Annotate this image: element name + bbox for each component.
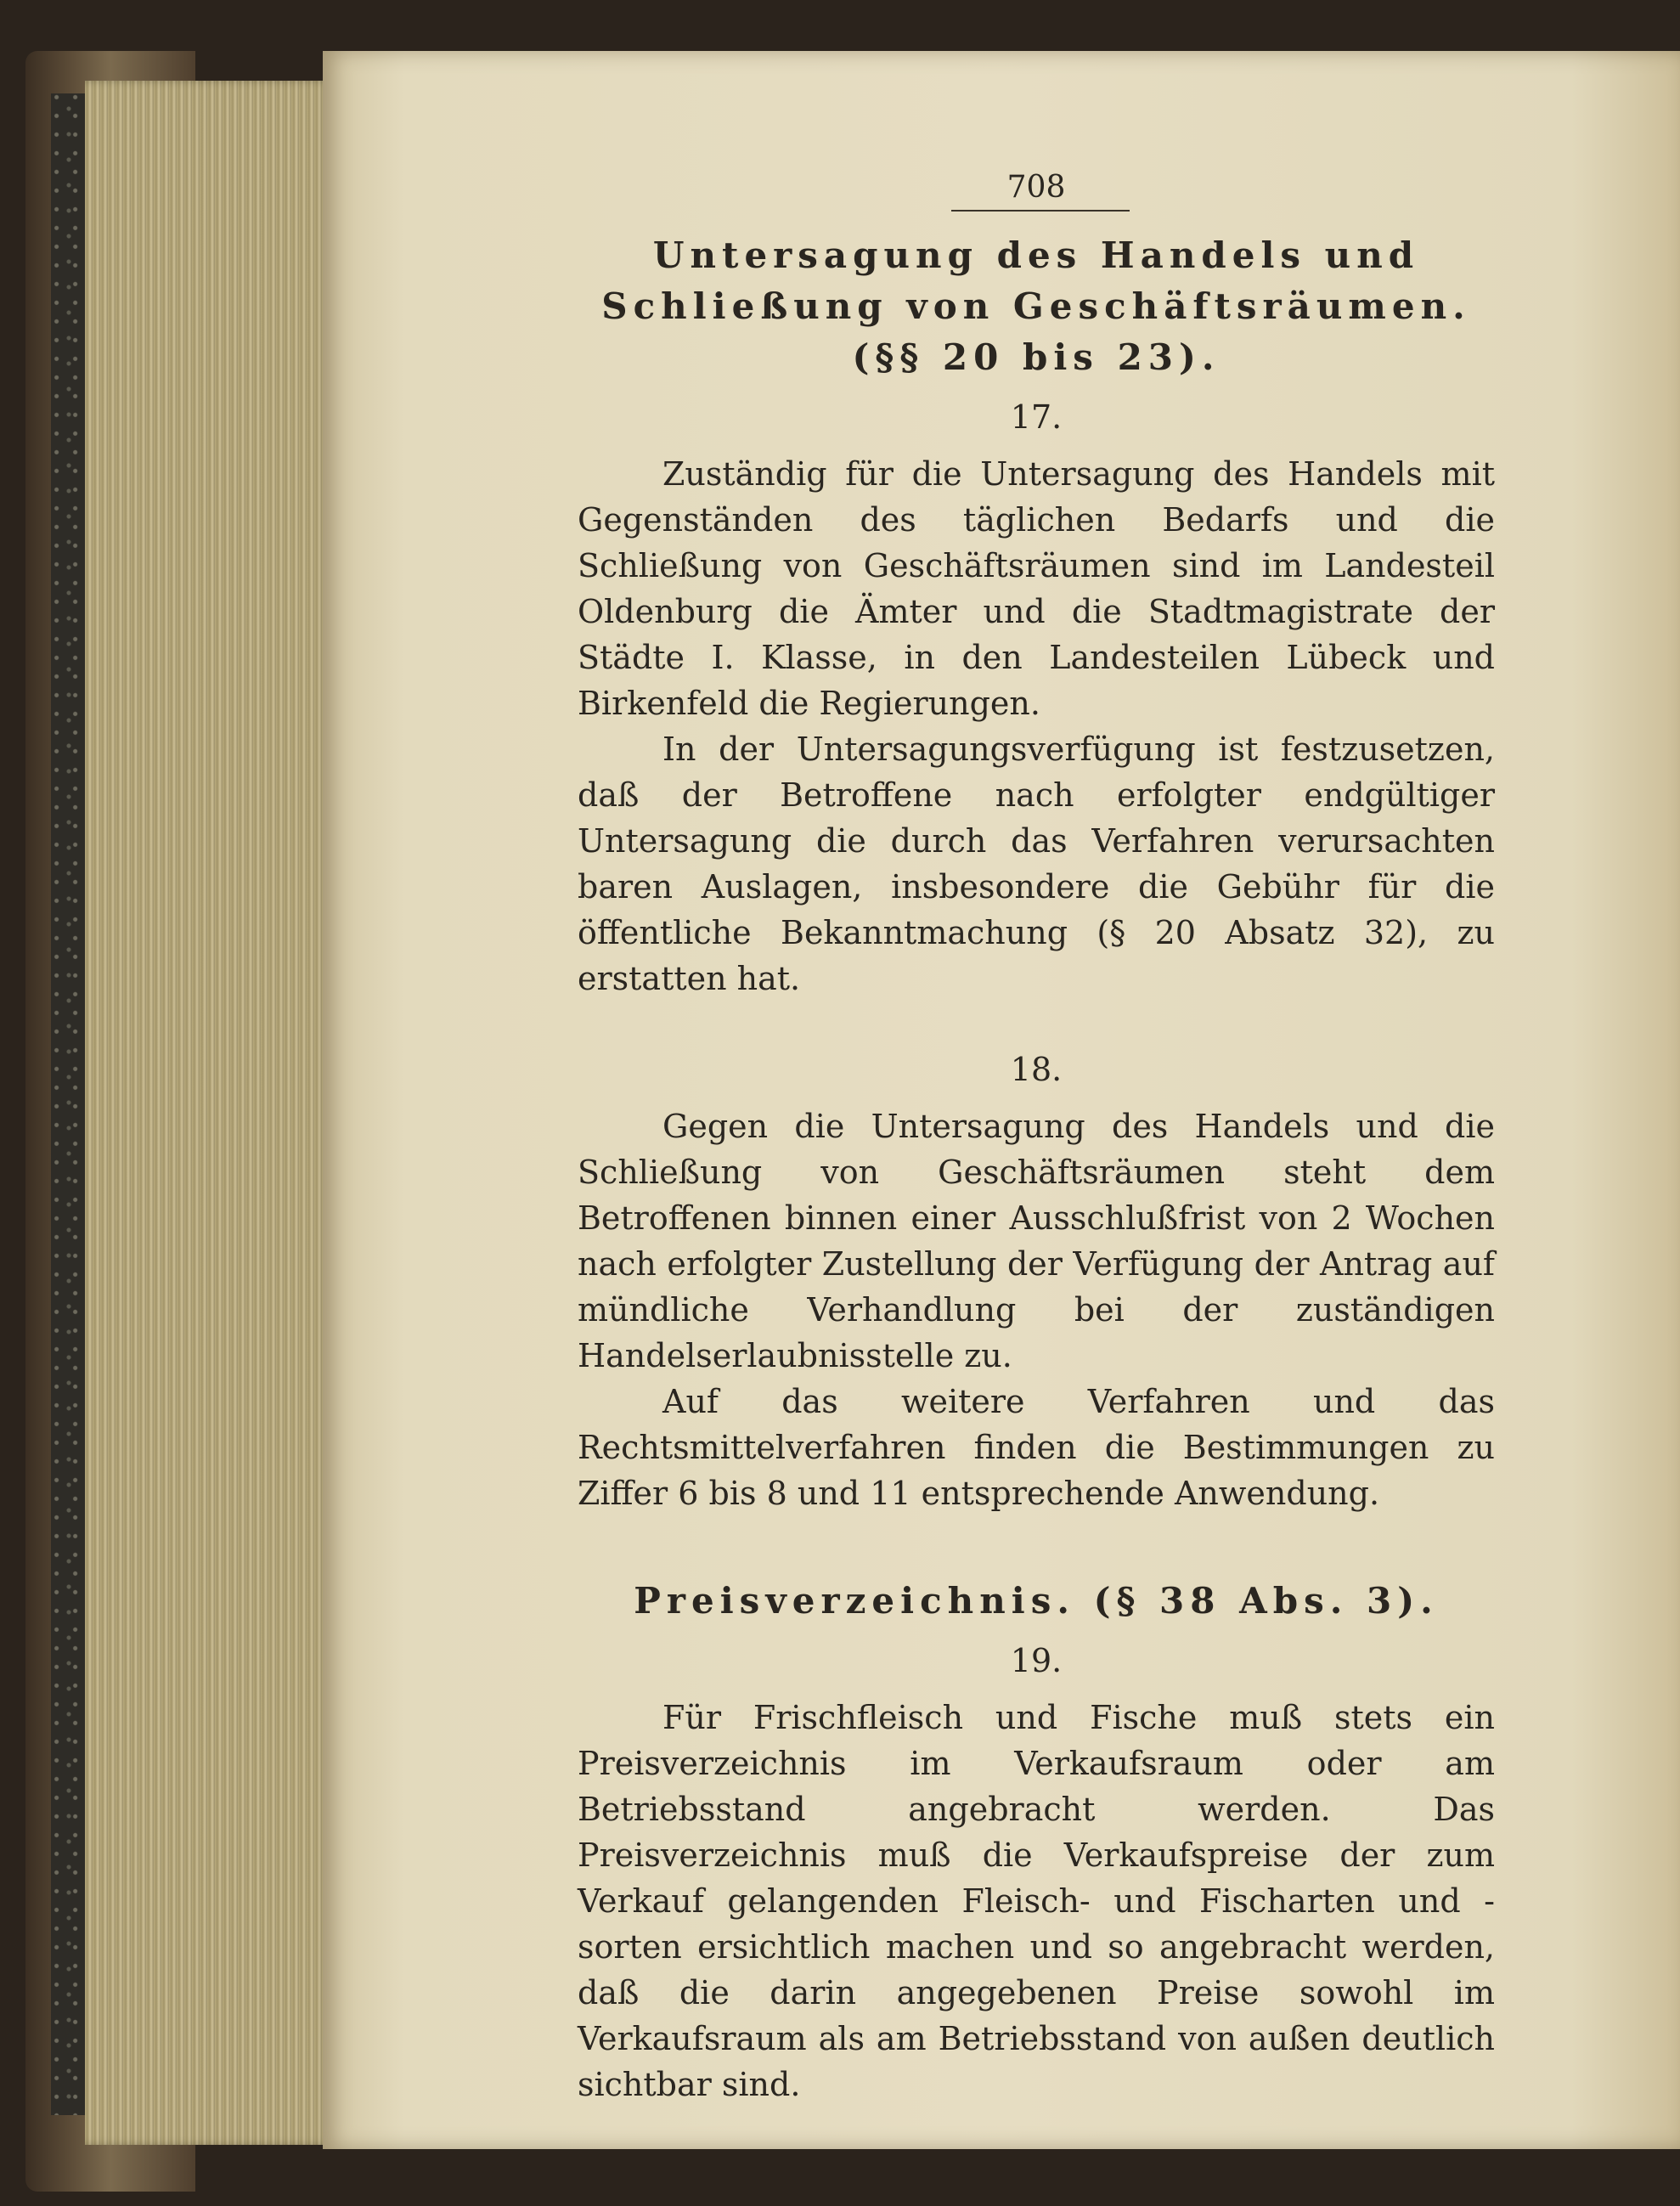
paragraph: Gegen die Untersagung des Handels und die Schließung von Geschäftsräumen steht dem Betroffenen binnen einer Ausschlußfrist von 2 Wochen nach erfolgter Zustellung der Verfügung der Antrag auf mündliche Verhandlung bei der zuständigen Handelserlaubnisstelle zu.: [578, 1108, 1495, 1374]
section-heading: Preisverzeichnis. (§ 38 Abs. 3).: [634, 1580, 1439, 1622]
section-18: [578, 1051, 1495, 1516]
page-number-rule: [951, 210, 1130, 212]
section-heading: Untersagung des Handels und Schließung von Geschäftsräumen. (§§ 20 bis 23).: [601, 234, 1471, 378]
section-number: 18.: [1010, 1051, 1063, 1088]
section-number: 19.: [1010, 1642, 1063, 1679]
page-content: [578, 170, 1495, 2107]
page-edges: [85, 81, 331, 2145]
paragraph: Für Frischfleisch und Fische muß stets ein Preisverzeichnis im Verkaufsraum oder am Betriebsstand angebracht werden. Das Preisverzeichnis muß die Verkaufspreise der zum Verkauf gelangenden Fleisch- und Fischarten und -sorten ersichtlich machen und so angebracht werden, daß die darin angegebenen Preise sowohl im Verkaufsraum als am Betriebsstand von außen deutlich sichtbar sind.: [578, 1699, 1495, 2103]
section-17: [578, 230, 1495, 1001]
paragraph: Auf das weitere Verfahren und das Rechtsmittelverfahren finden die Bestimmungen zu Ziffer 6 bis 8 und 11 entsprechende Anwendung.: [578, 1383, 1495, 1512]
paragraph: Zuständig für die Untersagung des Handels mit Gegenständen des täglichen Bedarfs und die Schließung von Geschäftsräumen sind im Landesteil Oldenburg die Ämter und die Stadtmagistrate der Städte I. Klasse, in den Landesteilen Lübeck und Birkenfeld die Regierungen.: [578, 455, 1495, 722]
page-number: 708: [1006, 170, 1066, 205]
section-number: 17.: [1010, 398, 1063, 436]
section-19: [578, 1576, 1495, 2107]
paragraph: In der Untersagungsverfügung ist festzusetzen, daß der Betroffene nach erfolgter endgültiger Untersagung die durch das Verfahren verursachten baren Auslagen, insbesondere die Gebühr für die öffentliche Bekanntmachung (§ 20 Absatz 32), zu erstatten hat.: [578, 731, 1495, 997]
